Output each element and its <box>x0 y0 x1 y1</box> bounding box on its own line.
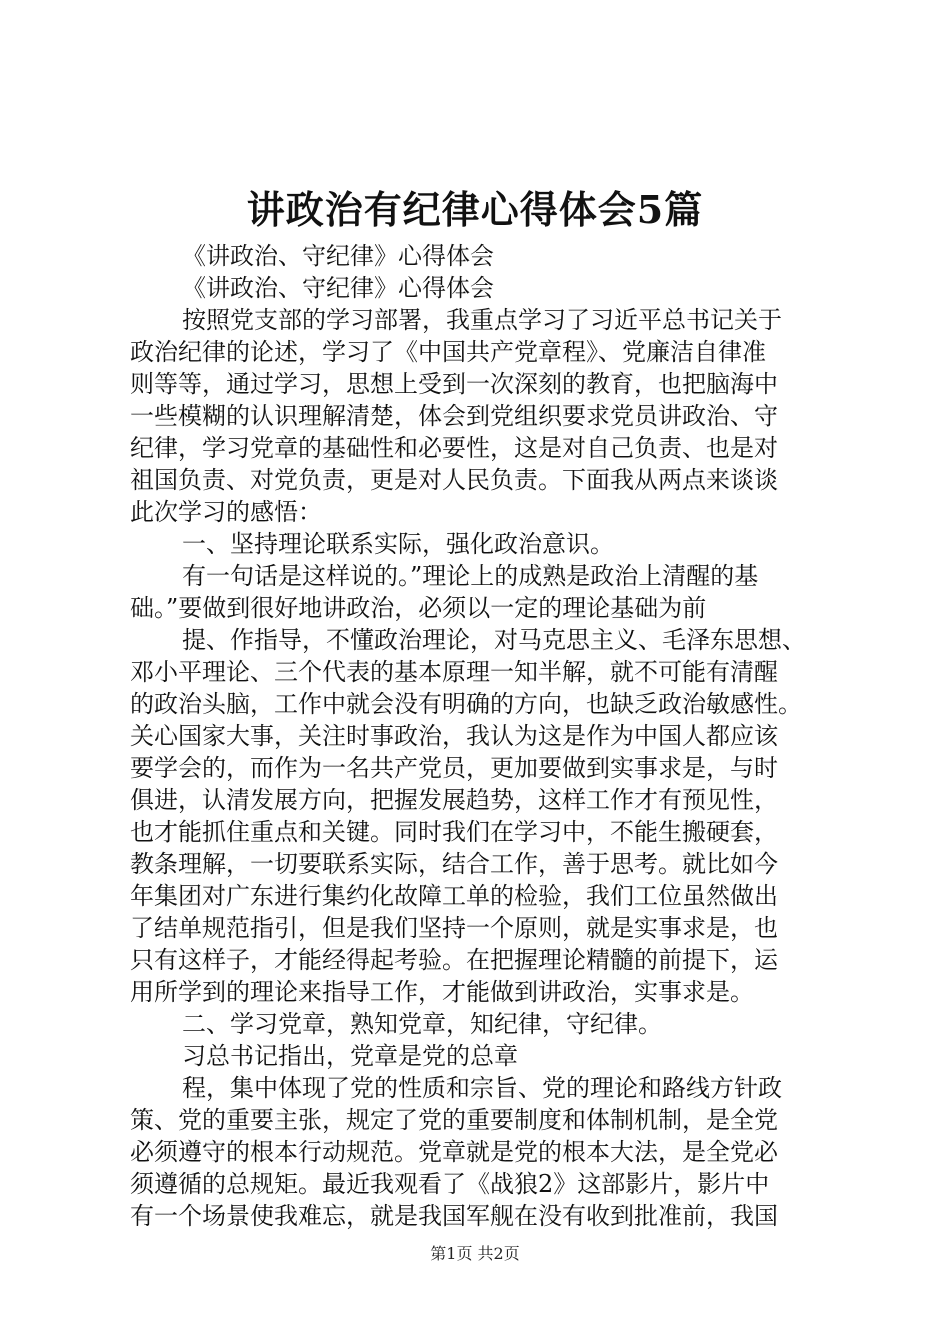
paragraph-line: 纪律，学习党章的基础性和必要性，这是对自己负责、也是对 <box>130 434 778 462</box>
paragraph-line: 提、作指导，不懂政治理论，对马克思主义、毛泽东思想、 <box>182 626 806 654</box>
paragraph-line: 则等等，通过学习，思想上受到一次深刻的教育，也把脑海中 <box>130 370 778 398</box>
paragraph-line: 俱进，认清发展方向，把握发展趋势，这样工作才有预见性， <box>130 786 778 814</box>
section-heading: 二、学习党章，熟知党章，知纪律，守纪律。 <box>182 1010 662 1038</box>
paragraph-line: 须遵循的总规矩。最近我观看了《战狼2》这部影片，影片中 <box>130 1170 770 1198</box>
page-indicator: 第1页 共2页 <box>430 1244 520 1263</box>
paragraph-line: 策、党的重要主张，规定了党的重要制度和体制机制，是全党 <box>130 1106 778 1134</box>
paragraph-line: 关心国家大事，关注时事政治，我认为这是作为中国人都应该 <box>130 722 778 750</box>
paragraph-line: 习总书记指出，党章是党的总章 <box>182 1042 518 1070</box>
paragraph-line: 祖国负责、对党负责，更是对人民负责。下面我从两点来谈谈 <box>130 466 778 494</box>
paragraph-line: 必须遵守的根本行动规范。党章就是党的根本大法，是全党必 <box>130 1138 778 1166</box>
paragraph-line: 一些模糊的认识理解清楚，体会到党组织要求党员讲政治、守 <box>130 402 778 430</box>
paragraph-line: 按照党支部的学习部署，我重点学习了习近平总书记关于 <box>182 306 782 334</box>
section-heading: 一、坚持理论联系实际，强化政治意识。 <box>182 530 614 558</box>
paragraph-line: 程，集中体现了党的性质和宗旨、党的理论和路线方针政 <box>182 1074 782 1102</box>
paragraph-line: 政治纪律的论述，学习了《中国共产党章程》、党廉洁自律准 <box>130 338 766 366</box>
document-title: 讲政治有纪律心得体会5篇 <box>246 187 704 232</box>
document-body <box>130 240 850 1232</box>
paragraph-line: 此次学习的感悟： <box>130 498 322 526</box>
subtitle-line: 《讲政治、守纪律》心得体会 <box>182 242 494 270</box>
paragraph-line: 只有这样子，才能经得起考验。在把握理论精髓的前提下，运 <box>130 946 778 974</box>
subtitle-line: 《讲政治、守纪律》心得体会 <box>182 274 494 302</box>
paragraph-line: 要学会的，而作为一名共产党员，更加要做到实事求是，与时 <box>130 754 778 782</box>
paragraph-line: 教条理解，一切要联系实际，结合工作，善于思考。就比如今 <box>130 850 778 878</box>
paragraph-line: 也才能抓住重点和关键。同时我们在学习中，不能生搬硬套， <box>130 818 778 846</box>
paragraph-line: 用所学到的理论来指导工作，才能做到讲政治，实事求是。 <box>130 978 754 1006</box>
paragraph-line: 有一句话是这样说的。”理论上的成熟是政治上清醒的基 <box>182 562 759 590</box>
paragraph-line: 有一个场景使我难忘，就是我国军舰在没有收到批准前，我国 <box>130 1202 778 1230</box>
paragraph-line: 年集团对广东进行集约化故障工单的检验，我们工位虽然做出 <box>130 882 778 910</box>
paragraph-line: 了结单规范指引，但是我们坚持一个原则，就是实事求是，也 <box>130 914 778 942</box>
paragraph-line: 邓小平理论、三个代表的基本原理一知半解，就不可能有清醒 <box>130 658 778 686</box>
paragraph-line: 础。”要做到很好地讲政治，必须以一定的理论基础为前 <box>130 594 707 622</box>
paragraph-line: 的政治头脑，工作中就会没有明确的方向，也缺乏政治敏感性。 <box>130 690 802 718</box>
